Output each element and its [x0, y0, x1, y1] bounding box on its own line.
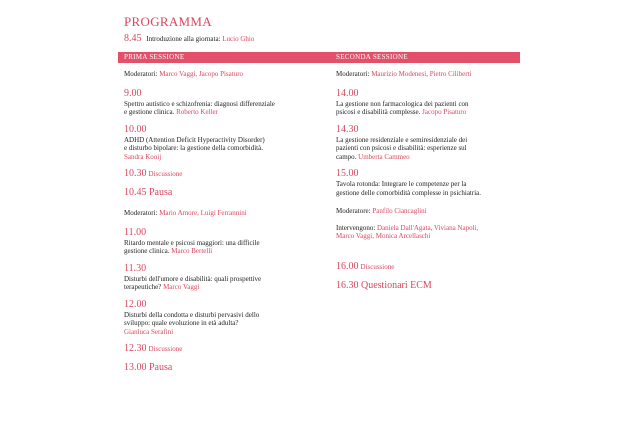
moderators-names: Marco Vaggi, Jacopo Pisaturo [159, 70, 244, 78]
slot-title-text: terapeutiche? [124, 283, 162, 291]
slot-title-line: ADHD (Attention Deficit Hyperactivity Disorder) [124, 135, 265, 144]
program-slot [124, 88, 314, 117]
slot-time: 11.30 [124, 262, 147, 274]
moderators [124, 209, 314, 218]
ecm-slot: 16.30 Questionari ECM [336, 279, 432, 291]
slot-time: 11.00 [124, 226, 147, 238]
slot-title-line: Disturbi della condotta e disturbi pervasivi dello [124, 310, 260, 319]
slot-time: 12.00 [124, 298, 147, 310]
slot-title-line [336, 108, 526, 117]
second-session-column [336, 68, 526, 302]
slot-time: 9.00 [124, 87, 142, 99]
discussion-slot [124, 168, 314, 180]
slot-title-text: gestione clinica. [124, 247, 170, 255]
slot-speaker: Roberto Keller [176, 108, 218, 116]
slot-title-line: Ritardo mentale e psicosi maggiori: una difficile [124, 238, 260, 247]
moderators-names: Maurizio Modenesi, Pietro Ciliberti [371, 70, 472, 78]
program-slot [124, 124, 314, 162]
pause-slot: 13.00 Pausa [124, 362, 173, 373]
slot-time: 15.00 [336, 168, 359, 179]
page-title: PROGRAMMA [124, 14, 212, 29]
slot-speaker: Sandra Kooij [124, 152, 162, 161]
slot-title-line: pazienti con psicosi e disabilità: esperienze sul [336, 144, 467, 152]
slot-title-line: sviluppo: quale evoluzione in età adulta? [124, 319, 239, 327]
discussion-label: Discussione [148, 170, 183, 178]
intro-label: Introduzione alla giornata: [146, 35, 221, 43]
session-bar [118, 52, 520, 63]
moderator-label: Moderatore: [336, 207, 371, 215]
slot-time: 12.30 [124, 343, 147, 354]
slot-speaker: Marco Vaggi [163, 283, 200, 291]
slot-time: 10.00 [124, 123, 147, 135]
moderators [336, 70, 526, 79]
moderator [336, 207, 526, 216]
slot-speaker: Gianluca Serafini [124, 327, 174, 336]
slot-speaker: Marco Bertelli [171, 247, 213, 255]
slot-title-line [336, 153, 526, 162]
program-slot [336, 124, 526, 162]
speakers-label: Intervengono: [336, 223, 376, 232]
slot-title-line [124, 283, 314, 292]
speakers-list [336, 224, 526, 241]
discussion-slot [124, 343, 314, 355]
discussion-slot [336, 261, 526, 273]
moderators-label: Moderatori: [124, 209, 158, 217]
first-session-column [124, 68, 314, 384]
speakers-names: Daniela Dall'Agata, Viviana Napoli, [377, 223, 479, 232]
intro-line [124, 33, 254, 44]
session-title-first: PRIMA SESSIONE [124, 53, 185, 61]
moderators-label: Moderatori: [124, 70, 158, 78]
discussion-label: Discussione [360, 262, 395, 271]
slot-title-line: Disturbi dell'umore e disabilità: quali prospettive [124, 274, 262, 283]
session-title-second: SECONDA SESSIONE [336, 53, 408, 61]
program-slot [124, 263, 314, 292]
slot-speaker: Umberta Cammeo [358, 152, 410, 161]
slot-time: 14.30 [336, 123, 359, 135]
slot-title-line: La gestione residenziale e semiresidenziale dei [336, 135, 468, 144]
intro-speaker: Lucio Ghio [222, 35, 255, 43]
slot-title-line: gestione delle comorbidità complesse in psichiatria. [336, 188, 482, 197]
slot-title-line: Spettro autistico e schizofrenia: diagnosi differenziale [124, 99, 275, 108]
slot-title-line: e disturbo bipolare: la gestione della comorbidità. [124, 144, 263, 152]
pause-slot: 10.45 Pausa [124, 187, 173, 198]
moderators-names: Mario Amore, Luigi Ferrannini [159, 209, 247, 217]
slot-title-text: campo. [336, 152, 357, 161]
intro-time: 8.45 [124, 33, 142, 44]
program-slot [336, 168, 526, 197]
program-slot [124, 299, 314, 337]
moderators [124, 70, 314, 79]
slot-time: 10.30 [124, 168, 147, 179]
program-slot [124, 227, 314, 256]
moderator-name: Panfilo Ciancaglini [372, 207, 427, 215]
slot-title-line: Tavola rotonda: Integrare le competenze per la [336, 180, 467, 188]
slot-title-line: La gestione non farmacologica dei pazienti con [336, 99, 469, 108]
slot-title-text: e gestione clinica. [124, 108, 175, 116]
slot-speaker: Jacopo Pisaturo [422, 108, 467, 116]
slot-title-line [124, 108, 314, 117]
slot-time: 16.00 [336, 260, 359, 272]
slot-title-text: psicosi e disabilità complesse. [336, 108, 421, 116]
speakers-names: Marco Vaggi, Monica Arcellaschi [336, 232, 431, 240]
slot-time: 14.00 [336, 87, 359, 99]
slot-title-line [124, 247, 314, 256]
moderators-label: Moderatori: [336, 70, 370, 78]
program-slot [336, 88, 526, 117]
discussion-label: Discussione [148, 345, 183, 353]
